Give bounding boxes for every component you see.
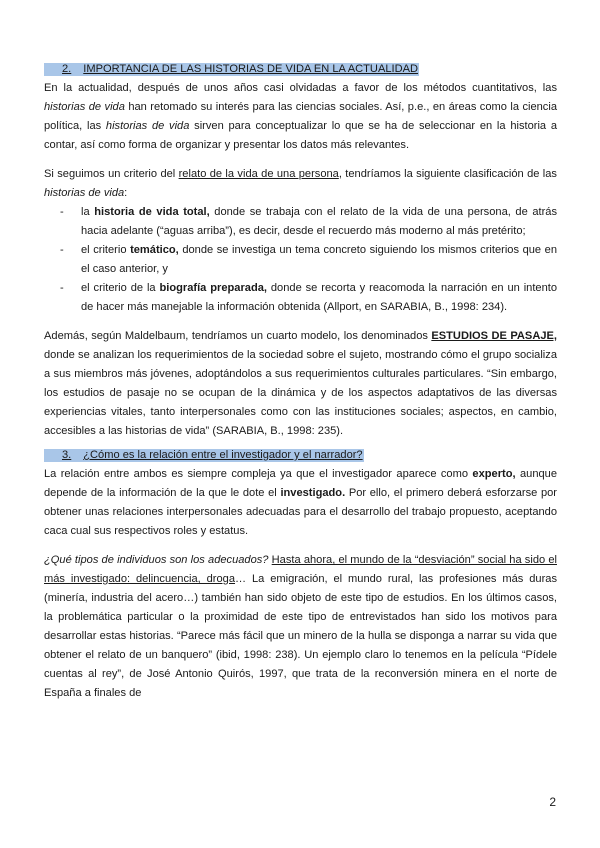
section-heading-2 <box>44 60 557 79</box>
section-number: 2. <box>62 63 72 75</box>
section-heading-3 <box>44 446 557 465</box>
paragraph: En la actualidad, después de unos años casi olvidadas a favor de los métodos cuantitativos, las historias de vida han retomado su interés para las ciencias sociales. Así, p.e., en áreas como la ciencia política, las historias de vida sirven para conceptualizar lo que se ha de seleccionar en la historia a contar, así como forma de organizar y presentar los datos más relevantes. <box>44 82 557 151</box>
section-number: 3. <box>62 449 72 461</box>
page-number: 2 <box>549 795 556 809</box>
paragraph: ¿Qué tipos de individuos son los adecuados? Hasta ahora, el mundo de la “desviación” social ha sido el más investigado: delincuencia, droga… La emigración, el mundo rural, las profesiones más duras (minería, industria del acero…) también han sido objeto de este tipo de estudios. En los últimos casos, la problemática particular o la proximidad de este tipo de entrevistados han sido los motivos para desarrollar estas historias. “Parece más fácil que un minero de la hulla se disponga a narrar su vida que obtener el relato de un banquero” (ibid, 1998: 238). Un ejemplo claro lo tenemos en la película “Pídele cuentas al rey”, de José Antonio Quirós, 1997, que trata de la reconversión minera en el norte de España a finales de <box>44 554 558 699</box>
list-item: - el criterio temático, donde se investiga un tema concreto siguiendo los mismos criterios que en el caso anterior, y <box>60 244 557 275</box>
section-title: IMPORTANCIA DE LAS HISTORIAS DE VIDA EN LA ACTUALIDAD <box>83 63 419 75</box>
classification-list <box>44 203 557 317</box>
paragraph: La relación entre ambos es siempre compleja ya que el investigador aparece como experto, aunque depende de la información de la que le dote el investigado. Por ello, el primero deberá esforzarse por obtener unas relaciones interpersonales adecuadas para el desarrollo del trabajo propuesto, aceptando caca cual sus respectivos roles y estatus. <box>44 468 557 537</box>
paragraph: Además, según Maldelbaum, tendríamos un cuarto modelo, los denominados ESTUDIOS DE PASAJE, donde se analizan los requerimientos de la sociedad sobre el sujeto, mostrando cómo el grupo socializa a sus miembros más jóvenes, adoptándolos a sus requerimientos culturales particulares. “Sin embargo, los estudios de pasaje no se ocupan de la dinámica y de los aspectos adaptativos de las diversas experiencias vitales, tanto interpersonales como con las instituciones sociales; aspectos, en cambio, accesibles a las historias de vida” (SARABIA, B., 1998: 235). <box>44 330 557 437</box>
list-item: - la historia de vida total, donde se trabaja con el relato de la vida de una persona, de atrás hacia adelante (“aguas arriba”), es decir, desde el recuerdo más moderno al más pretérito; <box>60 206 557 237</box>
document-page <box>44 60 557 703</box>
section-title: ¿Cómo es la relación entre el investigador y el narrador? <box>83 449 363 461</box>
paragraph: Si seguimos un criterio del relato de la vida de una persona, tendríamos la siguiente clasificación de las historias de vida: <box>44 168 557 199</box>
list-item: - el criterio de la biografía preparada, donde se recorta y reacomoda la narración en un intento de hacer más manejable la información obtenida (Allport, en SARABIA, B., 1998: 234). <box>60 282 557 313</box>
